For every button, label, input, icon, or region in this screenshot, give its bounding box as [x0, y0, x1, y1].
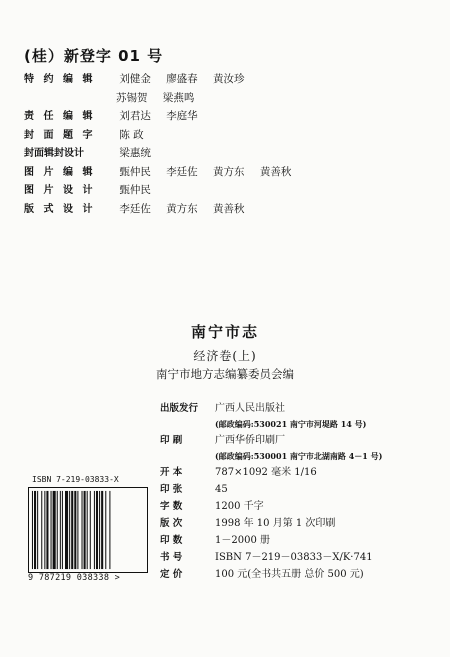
- barcode-bar: [77, 491, 78, 569]
- barcode-bar: [74, 491, 76, 569]
- pub-row: [160, 566, 440, 583]
- staff-name: 刘君达: [119, 110, 151, 122]
- barcode-bars: [28, 487, 148, 573]
- pub-row-sub: [160, 417, 440, 432]
- pub-value: ISBN 7－219－03833－X/K·741: [215, 552, 373, 563]
- staff-name: 廖盛春: [166, 73, 198, 85]
- pub-label: 开 本: [160, 467, 183, 478]
- barcode-bar: [60, 491, 61, 569]
- staff-name: 黄方东: [166, 202, 198, 215]
- pub-label: 印 张: [160, 484, 183, 495]
- pub-value: 广西华侨印刷厂: [215, 435, 285, 446]
- pub-row: [160, 549, 440, 566]
- pub-value: 1998 年 10 月第 1 次印刷: [215, 518, 336, 529]
- barcode-bar: [105, 491, 106, 569]
- pub-label: 印 刷: [160, 435, 183, 446]
- staff-name: 李庭华: [166, 110, 198, 122]
- pub-label: 定 价: [160, 569, 183, 580]
- staff-credits: [24, 70, 303, 218]
- barcode-bar: [101, 491, 103, 569]
- barcode-bar: [99, 491, 100, 569]
- pub-row: [160, 481, 440, 498]
- barcode-bar: [53, 491, 56, 569]
- barcode-bar: [41, 491, 42, 569]
- staff-name: 梁燕鸣: [162, 91, 195, 104]
- barcode-bar: [69, 491, 70, 569]
- pub-row: [160, 498, 440, 515]
- registration-number: (桂）新登字 01 号: [24, 47, 164, 65]
- barcode-bar: [84, 491, 86, 569]
- barcode-bar: [82, 491, 83, 569]
- barcode-bar: [57, 491, 58, 569]
- staff-name: 甄仲民: [119, 165, 151, 178]
- book-editor: 南宁市地方志编纂委员会编: [156, 367, 294, 381]
- staff-row: [24, 163, 303, 182]
- barcode-bar: [32, 491, 33, 569]
- pub-row-sub: [160, 449, 440, 464]
- barcode-bar: [34, 491, 36, 569]
- pub-label: 书 号: [160, 552, 183, 563]
- pub-value: 787×1092 毫米 1/16: [215, 467, 317, 478]
- pub-label: 印 数: [160, 535, 183, 546]
- pub-label: 出版发行: [160, 403, 199, 414]
- barcode-bar: [90, 491, 91, 569]
- staff-name: 刘健金: [119, 73, 151, 85]
- barcode-bar: [65, 491, 68, 569]
- barcode-bar: [62, 491, 63, 569]
- pub-row: [160, 515, 440, 532]
- staff-role: 责 任 编 辑: [24, 111, 96, 122]
- publication-info: [160, 400, 440, 583]
- pub-value: (邮政编码:530001 南宁市北湖南路 4－1 号): [215, 451, 383, 461]
- barcode-bar: [71, 491, 73, 569]
- barcode-isbn-label: ISBN 7-219-03833-X: [32, 475, 119, 484]
- staff-name: 黄方东: [213, 165, 245, 178]
- staff-row: [24, 89, 303, 108]
- staff-role: 封 面 题 字: [24, 129, 96, 141]
- barcode-bar: [46, 491, 48, 569]
- staff-role: 特 约 编 辑: [24, 74, 96, 85]
- staff-row: [24, 107, 303, 126]
- pub-value: 广西人民出版社: [215, 403, 285, 414]
- staff-role: 封面辑封设计: [24, 148, 84, 159]
- staff-row: [24, 200, 303, 219]
- staff-name: 陈 政: [119, 128, 144, 141]
- staff-name: 甄仲民: [119, 184, 151, 196]
- pub-value: 1－2000 册: [215, 535, 270, 546]
- pub-value: (邮政编码:530021 南宁市河堤路 14 号): [215, 419, 367, 429]
- staff-role: 版 式 设 计: [24, 203, 96, 215]
- barcode-bar: [94, 491, 95, 569]
- barcode-bar: [51, 491, 52, 569]
- staff-name: 李廷佐: [119, 202, 151, 215]
- staff-role: 图 片 设 计: [24, 185, 96, 196]
- pub-label: 字 数: [160, 501, 183, 512]
- pub-label: 版 次: [160, 518, 183, 529]
- staff-name: 黄汝珍: [213, 73, 245, 85]
- pub-value: 100 元(全书共五册 总价 500 元): [215, 569, 364, 580]
- staff-name: 苏锡贺: [116, 91, 148, 104]
- barcode-bar: [37, 491, 38, 569]
- barcode-bar: [44, 491, 45, 569]
- staff-name: 梁惠统: [119, 147, 151, 159]
- barcode-bar: [109, 491, 110, 569]
- book-volume: 经济卷(上): [193, 349, 257, 363]
- staff-name: 黄善秋: [259, 165, 292, 178]
- barcode-digits: 9 787219 038338 >: [28, 573, 121, 583]
- staff-row: [24, 181, 303, 200]
- pub-row: [160, 432, 440, 449]
- staff-row: [24, 144, 303, 163]
- pub-row: [160, 464, 440, 481]
- staff-name: 黄善秋: [213, 202, 245, 215]
- staff-role: 图 片 编 辑: [24, 166, 96, 178]
- pub-row: [160, 532, 440, 549]
- pub-row: [160, 400, 440, 417]
- pub-value: 1200 千字: [215, 501, 264, 512]
- isbn-barcode: [28, 475, 148, 585]
- barcode-bar: [87, 491, 88, 569]
- staff-row: [24, 70, 303, 89]
- book-title: 南宁市志: [190, 323, 259, 341]
- staff-name: 李廷佐: [166, 165, 198, 178]
- pub-value: 45: [215, 484, 228, 495]
- staff-row: [24, 126, 303, 145]
- barcode-bar: [96, 491, 98, 569]
